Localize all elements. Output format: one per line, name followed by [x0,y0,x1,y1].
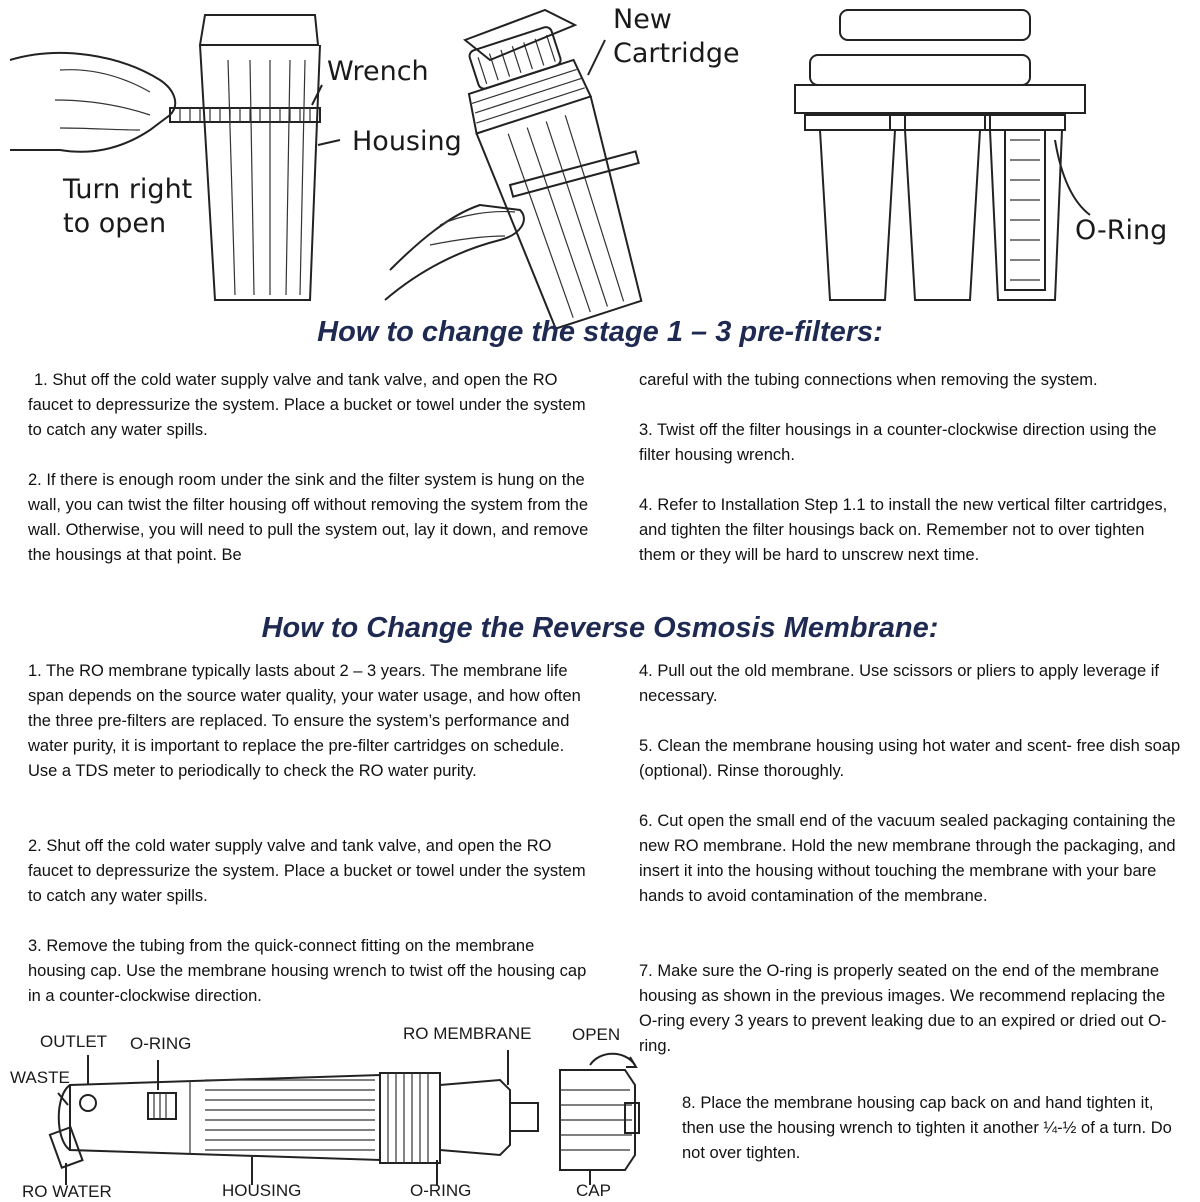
membrane-step-5: 5. Clean the membrane housing using hot water and scent- free dish soap (optional). Rinse thoroughly. [639,737,1181,780]
diagram-label-o-ring-top: O-RING [130,1034,192,1053]
filter-housing-illustration [0,0,1200,320]
membrane-step-4: 4. Pull out the old membrane. Use scissors or pliers to apply leverage if necessary. [639,662,1159,705]
membrane-step-1: 1. The RO membrane typically lasts about 2 – 3 years. The membrane life span depends on the source water quality, your water usage, and how often the three pre-filters are replaced. To ensure the system’s performance and water purity, it is important to replace the pre-filter cartridges on schedule. Use a TDS meter to periodically to check the RO water purity. [28,662,581,780]
diagram-label-housing: HOUSING [222,1181,302,1200]
new-cartridge-label-line2: Cartridge [613,38,740,69]
diagram-label-waste: WASTE [10,1068,70,1087]
membrane-step-7: 7. Make sure the O-ring is properly seated on the end of the membrane housing as shown in the previous images. We recommend replacing the O-ring every 3 years to prevent leaking due to an expired or dried out O-ring. [639,962,1167,1055]
turn-right-label-line2: to open [63,208,167,239]
diagram-label-ro-water: RO WATER [22,1182,112,1201]
membrane-heading: How to Change the Reverse Osmosis Membrane: [261,612,939,644]
wrench-label: Wrench [327,56,429,87]
prefilter-heading: How to change the stage 1 – 3 pre-filters: [317,316,883,348]
housing-label: Housing [352,126,462,157]
membrane-housing-illustration [0,1045,660,1195]
o-ring-label: O-Ring [1075,215,1168,246]
membrane-step-3: 3. Remove the tubing from the quick-connect fitting on the membrane housing cap. Use the membrane housing wrench to twist off the housing cap in a counter-clockwise direction. [28,937,587,1005]
diagram-label-o-ring-bottom: O-RING [410,1181,472,1200]
turn-right-label-line1: Turn right [63,174,193,205]
prefilter-step-2-part2: careful with the tubing connections when removing the system. [639,371,1098,389]
prefilter-step-3: 3. Twist off the filter housings in a counter-clockwise direction using the filter housing wrench. [639,421,1157,464]
prefilter-step-1: 1. Shut off the cold water supply valve and tank valve, and open the RO faucet to depressurize the system. Place a bucket or towel under the system to catch any water spills. [28,371,586,439]
diagram-label-outlet: OUTLET [40,1032,108,1051]
prefilter-step-4: 4. Refer to Installation Step 1.1 to install the new vertical filter cartridges, and tighten the filter housings back on. Remember not to over tighten them or they will be hard to unscrew next time. [639,496,1168,564]
membrane-step-2: 2. Shut off the cold water supply valve and tank valve, and open the RO faucet to depressurize the system. Place a bucket or towel under the system to catch any water spills. [28,837,586,905]
new-cartridge-label-line1: New [613,4,672,35]
diagram-label-cap: CAP [576,1181,611,1200]
membrane-step-6: 6. Cut open the small end of the vacuum sealed packaging containing the new RO membrane. Hold the new membrane through the packaging, and insert it into the housing without touching the membrane with your bare hands to avoid contamination of the membrane. [639,812,1176,905]
membrane-step-8: 8. Place the membrane housing cap back on and hand tighten it, then use the housing wrench to tighten it another ¼-½ of a turn. Do not over tighten. [682,1094,1172,1162]
prefilter-step-2-part1: 2. If there is enough room under the sink and the filter system is hung on the wall, you can twist the filter housing off without removing the system from the wall. Otherwise, you will need to pull the system out, lay it down, and remove the housings at that point. Be [28,471,589,564]
diagram-label-open: OPEN [572,1025,621,1044]
diagram-label-ro-membrane: RO MEMBRANE [403,1024,532,1043]
